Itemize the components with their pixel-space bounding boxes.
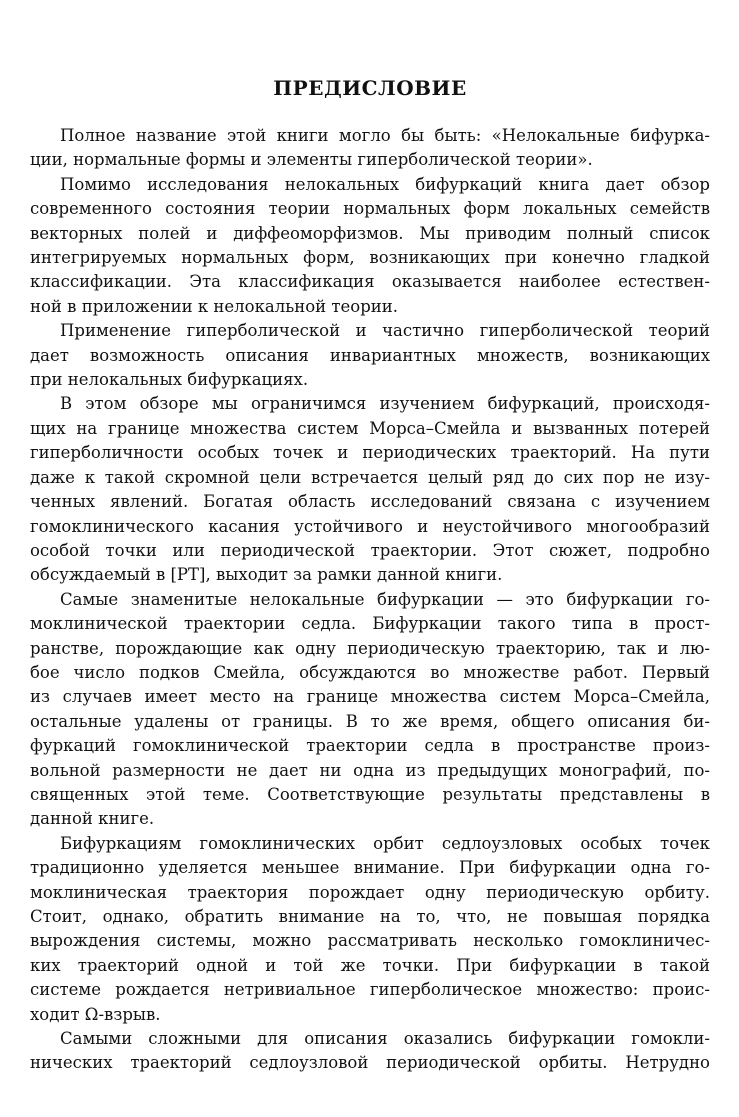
paragraph bbox=[30, 173, 710, 319]
paragraph bbox=[30, 588, 710, 832]
text-line: ких траекторий одной и той же точки. При бифуркации в такой bbox=[30, 955, 710, 975]
body-text bbox=[30, 124, 710, 1076]
text-line: Самыми сложными для описания оказались бифуркации гомокли- bbox=[60, 1029, 710, 1049]
text-line: дает возможность описания инвариантных множеств, возникающих bbox=[30, 345, 710, 365]
text-line: бое число подков Смейла, обсуждаются во множестве работ. Первый bbox=[30, 662, 710, 682]
page-title: ПРЕДИСЛОВИЕ bbox=[273, 76, 467, 100]
text-line: щих на границе множества систем Морса–Смейла и вызванных потерей bbox=[30, 418, 710, 438]
text-line: ции, нормальные формы и элементы гиперболической теории». bbox=[30, 150, 593, 170]
text-line: из случаев имеет место на границе множества систем Морса–Смейла, bbox=[30, 687, 710, 707]
paragraph bbox=[30, 1027, 710, 1076]
text-line: гомоклинического касания устойчивого и неустойчивого многообразий bbox=[30, 516, 710, 536]
text-line: ходит Ω-взрыв. bbox=[30, 1004, 161, 1024]
text-line: Полное название этой книги могло бы быть: «Нелокальные бифурка- bbox=[60, 126, 710, 145]
paragraph bbox=[30, 319, 710, 392]
text-line: моклинической траектории седла. Бифуркации такого типа в прост- bbox=[30, 614, 710, 634]
text-line: особой точки или периодической траектории. Этот сюжет, подробно bbox=[30, 540, 710, 560]
text-line: ной в приложении к нелокальной теории. bbox=[30, 296, 399, 316]
text-line: Самые знаменитые нелокальные бифуркации — это бифуркации го- bbox=[60, 589, 710, 609]
text-line: при нелокальных бифуркациях. bbox=[30, 370, 309, 390]
text-line: гиперболичности особых точек и периодических траекторий. На пути bbox=[30, 443, 710, 463]
text-line: Бифуркациям гомоклинических орбит седлоузловых особых точек bbox=[60, 833, 710, 853]
book-page bbox=[30, 74, 710, 1076]
text-line: нических траекторий седлоузловой периодической орбиты. Нетрудно bbox=[30, 1053, 710, 1073]
text-line: ченных явлений. Богатая область исследований связана с изучением bbox=[30, 492, 710, 512]
text-line: интегрируемых нормальных форм, возникающих при конечно гладкой bbox=[30, 248, 710, 268]
text-line: векторных полей и диффеоморфизмов. Мы приводим полный список bbox=[30, 223, 710, 243]
text-line: системе рождается нетривиальное гиперболическое множество: проис- bbox=[30, 980, 710, 1000]
paragraph bbox=[30, 124, 710, 173]
text-line: традиционно уделяется меньшее внимание. При бифуркации одна го- bbox=[30, 858, 710, 878]
text-line: фуркаций гомоклинической траектории седла в пространстве произ- bbox=[30, 736, 710, 756]
text-line: остальные удалены от границы. В то же время, общего описания би- bbox=[30, 711, 710, 731]
text-line: священных этой теме. Соответствующие результаты представлены в bbox=[30, 784, 710, 804]
text-line: ранстве, порождающие как одну периодическую траекторию, так и лю- bbox=[30, 638, 710, 658]
text-line: Помимо исследования нелокальных бифуркаций книга дает обзор bbox=[60, 174, 710, 194]
text-line: современного состояния теории нормальных форм локальных семейств bbox=[30, 199, 710, 219]
text-line: вырождения системы, можно рассматривать несколько гомоклиничес- bbox=[30, 931, 710, 951]
text-line: вольной размерности не дает ни одна из предыдущих монографий, по- bbox=[30, 760, 710, 780]
text-line: данной книге. bbox=[30, 809, 155, 829]
text-line: В этом обзоре мы ограничимся изучением бифуркаций, происходя- bbox=[60, 394, 710, 414]
text-line: Стоит, однако, обратить внимание на то, что, не повышая порядка bbox=[30, 907, 710, 926]
text-line: Применение гиперболической и частично гиперболической теорий bbox=[60, 321, 710, 341]
text-line: обсуждаемый в [PT], выходит за рамки данной книги. bbox=[30, 565, 503, 585]
paragraph bbox=[30, 832, 710, 1027]
paragraph bbox=[30, 392, 710, 587]
text-line: моклиническая траектория порождает одну периодическую орбиту. bbox=[30, 882, 710, 902]
text-line: даже к такой скромной цели встречается целый ряд до сих пор не изу- bbox=[30, 467, 710, 487]
text-line: классификации. Эта классификация оказывается наиболее естествен- bbox=[30, 272, 710, 292]
